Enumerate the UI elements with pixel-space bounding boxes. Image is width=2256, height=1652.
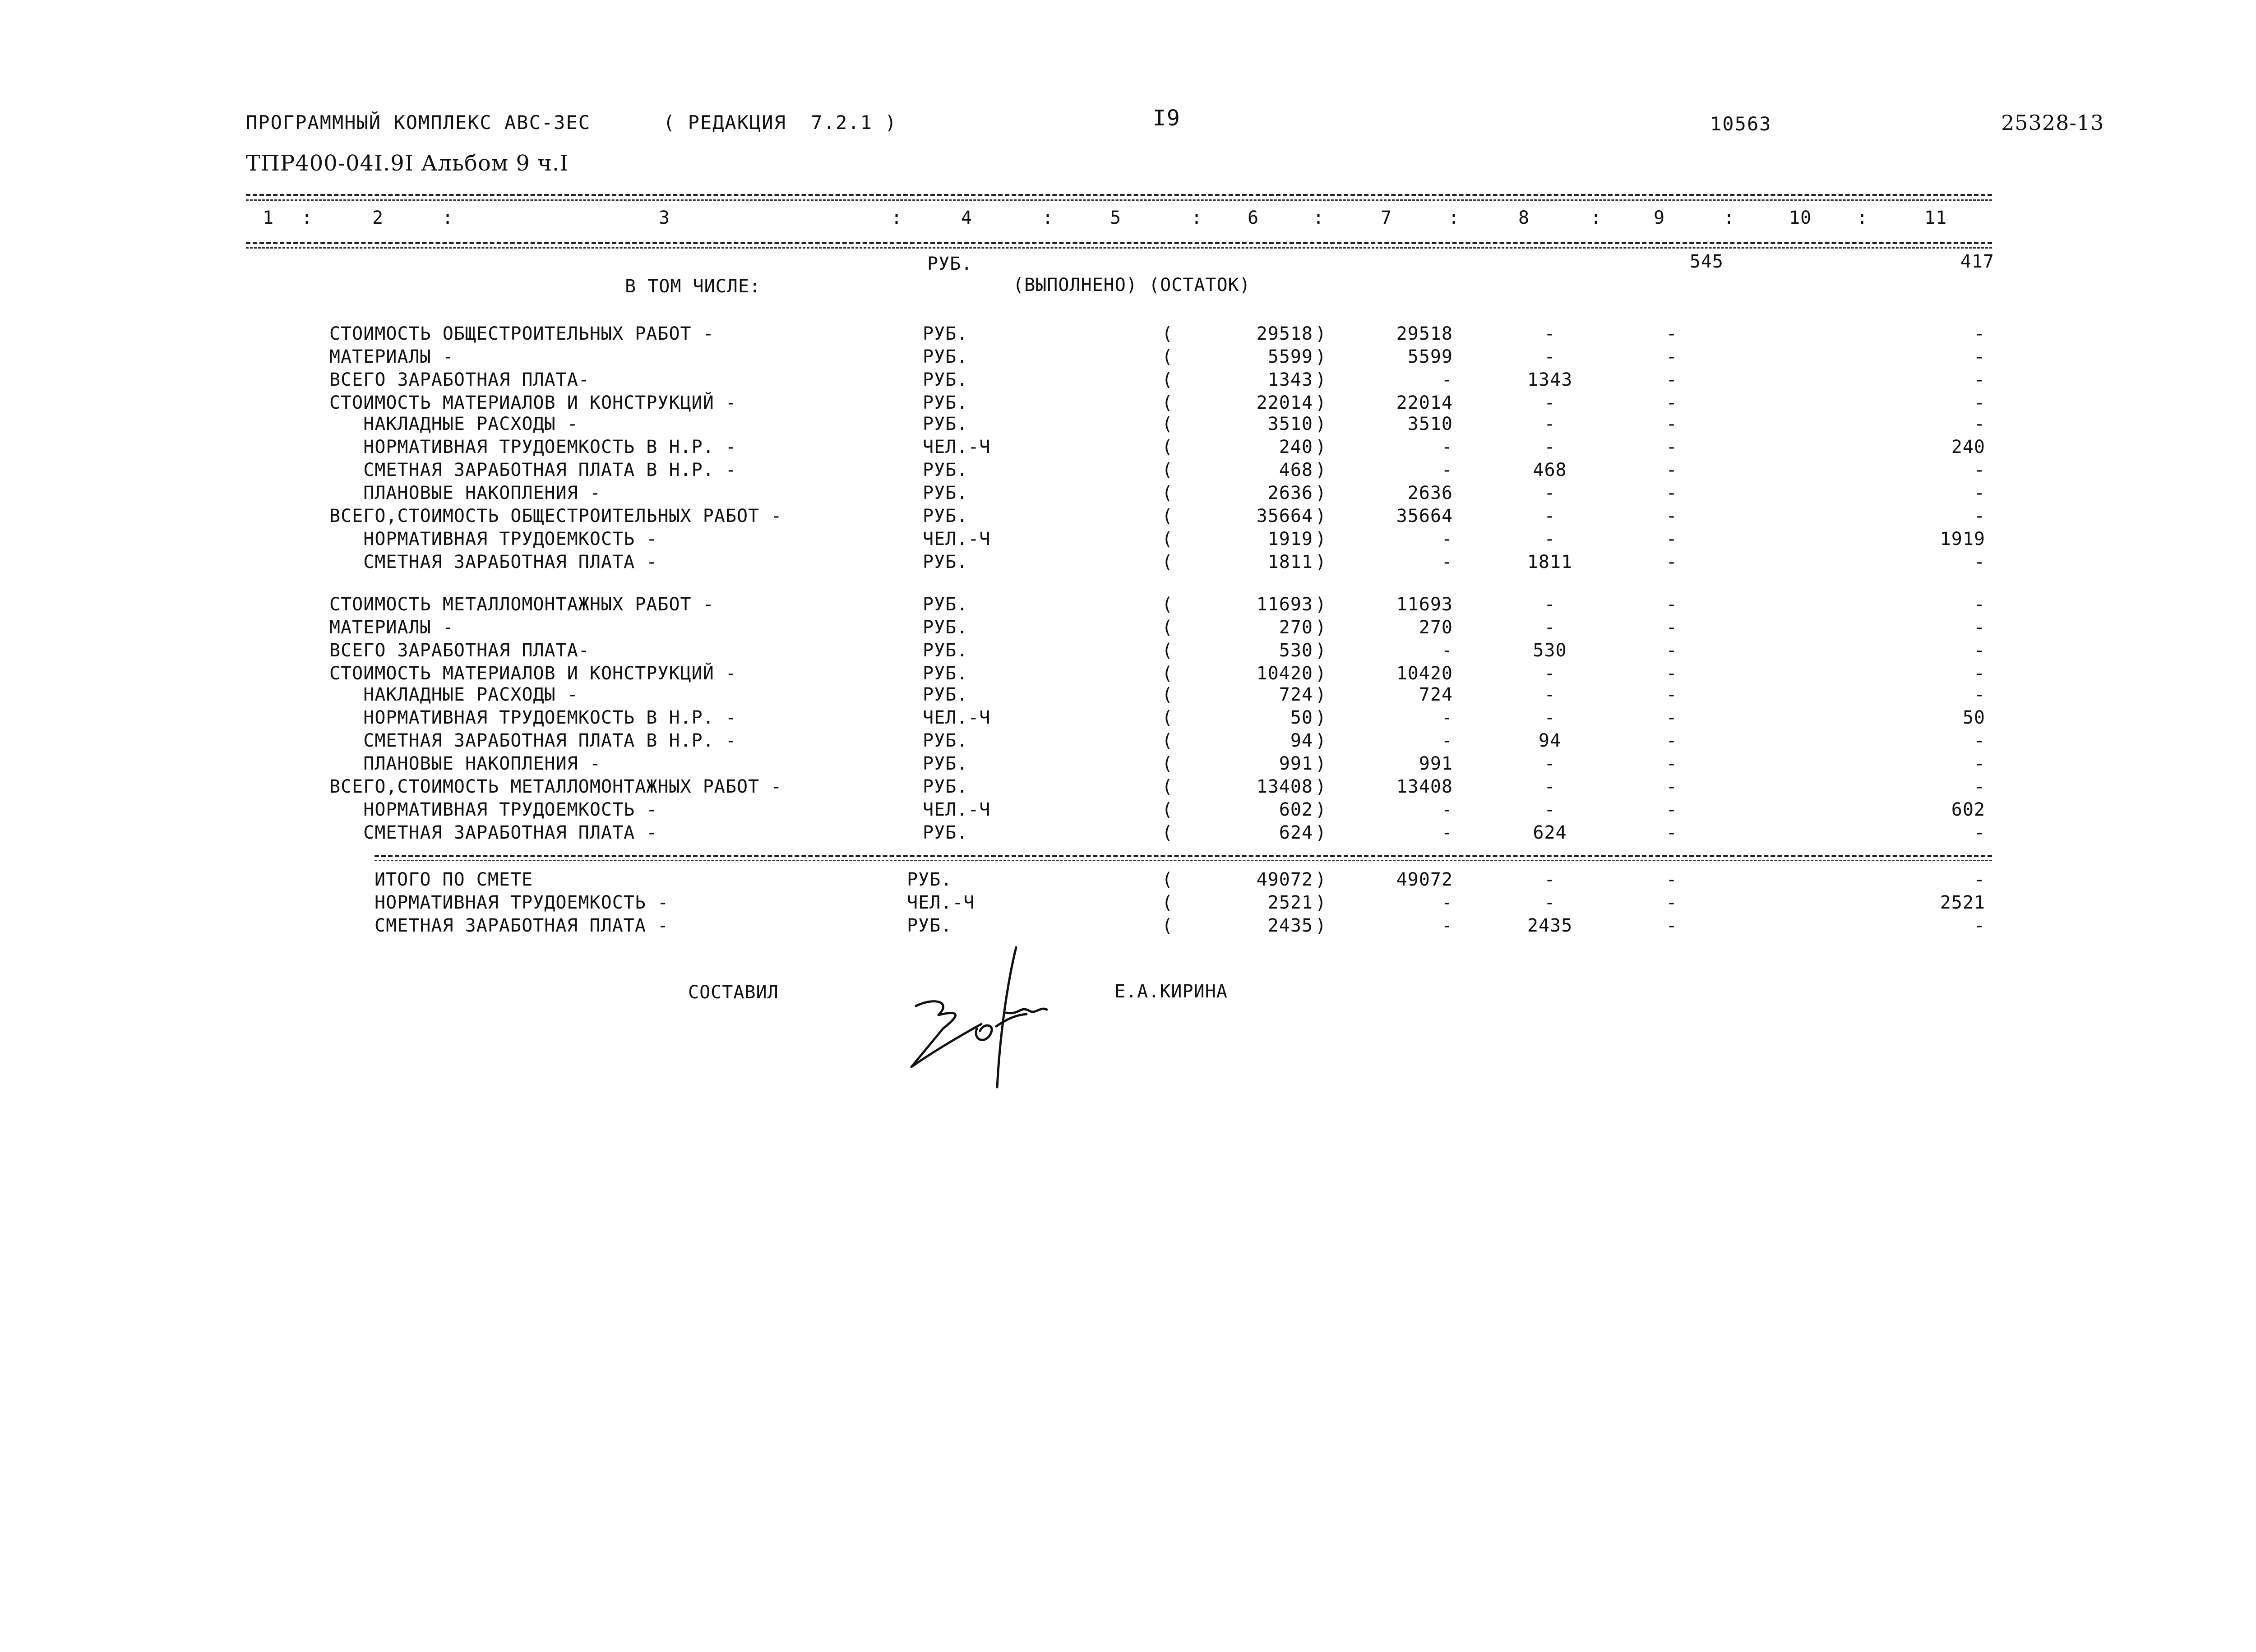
row-col-11: - [1974, 369, 1985, 390]
row-col-8: - [1544, 753, 1556, 774]
row-col-8: - [1544, 776, 1556, 797]
row-col-8: - [1544, 529, 1556, 549]
row-completed: 10420 [1256, 663, 1313, 684]
row-label: СМЕТНАЯ ЗАРАБОТНАЯ ПЛАТА В Н.Р. - [329, 460, 737, 480]
row-col-9: - [1666, 369, 1678, 390]
row-unit: РУБ. [923, 392, 968, 413]
document-code: 10563 [1710, 113, 1772, 135]
close-paren: ) [1315, 640, 1327, 661]
summary-unit: РУБ. [927, 254, 973, 274]
row-col-8: 624 [1533, 822, 1567, 843]
open-paren: ( [1162, 483, 1174, 503]
row-completed: 270 [1279, 617, 1313, 638]
open-paren: ( [1162, 346, 1174, 367]
open-paren: ( [1162, 753, 1174, 774]
close-paren: ) [1315, 369, 1327, 390]
row-completed: 22014 [1256, 392, 1313, 413]
close-paren: ) [1315, 776, 1327, 797]
row-label: МАТЕРИАЛЫ - [329, 346, 454, 367]
row-col-9: - [1666, 822, 1678, 843]
close-paren: ) [1315, 460, 1327, 480]
row-col-9: - [1666, 776, 1678, 797]
row-col-11: - [1974, 552, 1985, 572]
row-unit: РУБ. [923, 506, 968, 526]
row-col-9: - [1666, 869, 1678, 890]
row-completed: 49072 [1256, 869, 1313, 890]
row-label: НАКЛАДНЫЕ РАСХОДЫ - [329, 414, 578, 434]
row-col-9: - [1666, 483, 1678, 503]
row-unit: РУБ. [923, 346, 968, 367]
column-number: 10 [1789, 208, 1812, 228]
row-col-9: - [1666, 506, 1678, 526]
row-remaining: - [1441, 915, 1453, 936]
row-col-9: - [1666, 753, 1678, 774]
column-number: 11 [1924, 208, 1947, 228]
row-label: СМЕТНАЯ ЗАРАБОТНАЯ ПЛАТА - [374, 915, 669, 936]
edition-label: ( РЕДАКЦИЯ 7.2.1 ) [663, 111, 897, 134]
open-paren: ( [1162, 684, 1174, 705]
column-number: 8 [1518, 208, 1530, 228]
column-separator: : [1590, 208, 1602, 228]
row-col-11: 240 [1951, 437, 1985, 457]
row-unit: РУБ. [923, 663, 968, 684]
row-col-8: - [1544, 799, 1556, 820]
open-paren: ( [1162, 506, 1174, 526]
open-paren: ( [1162, 822, 1174, 843]
row-remaining: - [1441, 707, 1453, 728]
row-unit: РУБ. [923, 323, 968, 344]
row-col-8: 1811 [1527, 552, 1573, 572]
row-completed: 724 [1279, 684, 1313, 705]
close-paren: ) [1315, 707, 1327, 728]
open-paren: ( [1162, 552, 1174, 572]
column-number: 6 [1248, 208, 1259, 228]
row-label: НОРМАТИВНАЯ ТРУДОЕМКОСТЬ - [329, 799, 658, 820]
column-separator: : [1313, 208, 1325, 228]
column-number: 5 [1110, 208, 1122, 228]
row-remaining: 11693 [1396, 594, 1453, 615]
row-completed: 2521 [1267, 892, 1313, 913]
row-col-8: - [1544, 414, 1556, 434]
row-unit: ЧЕЛ.-Ч [923, 799, 991, 820]
row-label: СМЕТНАЯ ЗАРАБОТНАЯ ПЛАТА - [329, 822, 658, 843]
row-col-9: - [1666, 684, 1678, 705]
row-col-9: - [1666, 552, 1678, 572]
row-col-9: - [1666, 460, 1678, 480]
close-paren: ) [1315, 414, 1327, 434]
row-col-9: - [1666, 617, 1678, 638]
row-unit: РУБ. [923, 414, 968, 434]
row-col-8: - [1544, 346, 1556, 367]
row-col-9: - [1666, 392, 1678, 413]
close-paren: ) [1315, 799, 1327, 820]
header-top-rule [246, 194, 1992, 196]
row-label: ВСЕГО,СТОИМОСТЬ ОБЩЕСТРОИТЕЛЬНЫХ РАБОТ - [329, 506, 782, 526]
close-paren: ) [1315, 892, 1327, 913]
row-remaining: 991 [1419, 753, 1453, 774]
open-paren: ( [1162, 414, 1174, 434]
row-label: СТОИМОСТЬ МЕТАЛЛОМОНТАЖНЫХ РАБОТ - [329, 594, 714, 615]
row-label: ПЛАНОВЫЕ НАКОПЛЕНИЯ - [329, 753, 601, 774]
row-col-11: - [1974, 506, 1985, 526]
row-remaining: - [1441, 529, 1453, 549]
row-col-8: 1343 [1527, 369, 1573, 390]
close-paren: ) [1315, 437, 1327, 457]
row-col-9: - [1666, 594, 1678, 615]
row-completed: 94 [1290, 730, 1313, 751]
row-col-8: 2435 [1527, 915, 1573, 936]
open-paren: ( [1162, 776, 1174, 797]
row-col-11: - [1974, 594, 1985, 615]
row-remaining: 35664 [1396, 506, 1453, 526]
close-paren: ) [1315, 617, 1327, 638]
header-top-rule-2 [246, 199, 1992, 201]
row-unit: ЧЕЛ.-Ч [923, 707, 991, 728]
row-completed: 602 [1279, 799, 1313, 820]
open-paren: ( [1162, 730, 1174, 751]
row-unit: РУБ. [923, 552, 968, 572]
open-paren: ( [1162, 460, 1174, 480]
row-remaining: - [1441, 437, 1453, 457]
row-remaining: - [1441, 730, 1453, 751]
row-col-8: - [1544, 684, 1556, 705]
close-paren: ) [1315, 822, 1327, 843]
row-label: НОРМАТИВНАЯ ТРУДОЕМКОСТЬ В Н.Р. - [329, 707, 737, 728]
close-paren: ) [1315, 684, 1327, 705]
row-col-11: - [1974, 414, 1985, 434]
row-label: СТОИМОСТЬ МАТЕРИАЛОВ И КОНСТРУКЦИЙ - [329, 663, 737, 684]
open-paren: ( [1162, 437, 1174, 457]
row-remaining: - [1441, 822, 1453, 843]
row-col-9: - [1666, 799, 1678, 820]
close-paren: ) [1315, 663, 1327, 684]
row-label: СТОИМОСТЬ МАТЕРИАЛОВ И КОНСТРУКЦИЙ - [329, 392, 737, 413]
row-remaining: - [1441, 552, 1453, 572]
open-paren: ( [1162, 869, 1174, 890]
row-col-11: - [1974, 730, 1985, 751]
column-separator: : [301, 208, 313, 228]
row-unit: РУБ. [923, 594, 968, 615]
close-paren: ) [1315, 869, 1327, 890]
row-label: СМЕТНАЯ ЗАРАБОТНАЯ ПЛАТА - [329, 552, 658, 572]
row-col-9: - [1666, 414, 1678, 434]
row-completed: 1343 [1267, 369, 1313, 390]
row-col-8: - [1544, 392, 1556, 413]
row-col-8: - [1544, 594, 1556, 615]
row-col-11: - [1974, 753, 1985, 774]
row-col-8: - [1544, 483, 1556, 503]
open-paren: ( [1162, 915, 1174, 936]
row-col-11: - [1974, 392, 1985, 413]
row-unit: ЧЕЛ.-Ч [923, 437, 991, 457]
row-col-9: - [1666, 707, 1678, 728]
handwritten-doc-number: 25328-13 [2001, 111, 2104, 135]
row-remaining: - [1441, 460, 1453, 480]
row-col-9: - [1666, 346, 1678, 367]
column-number: 1 [263, 208, 274, 228]
columns-legend: (ВЫПОЛНЕНО) (ОСТАТОК) [1013, 275, 1251, 295]
close-paren: ) [1315, 753, 1327, 774]
open-paren: ( [1162, 594, 1174, 615]
row-completed: 468 [1279, 460, 1313, 480]
row-col-8: 530 [1533, 640, 1567, 661]
row-remaining: 724 [1419, 684, 1453, 705]
row-col-9: - [1666, 915, 1678, 936]
handwritten-signature [884, 938, 1101, 1110]
totals-rule [374, 855, 1992, 857]
close-paren: ) [1315, 346, 1327, 367]
row-completed: 240 [1279, 437, 1313, 457]
row-col-8: - [1544, 323, 1556, 344]
column-separator: : [1724, 208, 1735, 228]
close-paren: ) [1315, 552, 1327, 572]
row-unit: РУБ. [923, 776, 968, 797]
album-label: ТПР400-04I.9I Альбом 9 ч.I [246, 151, 569, 176]
row-col-8: - [1544, 437, 1556, 457]
row-col-8: 94 [1538, 730, 1562, 751]
row-completed: 50 [1290, 707, 1313, 728]
row-unit: РУБ. [923, 640, 968, 661]
row-completed: 5599 [1267, 346, 1313, 367]
row-col-11: 1919 [1940, 529, 1985, 549]
open-paren: ( [1162, 663, 1174, 684]
row-col-11: - [1974, 663, 1985, 684]
close-paren: ) [1315, 529, 1327, 549]
header-bottom-rule-2 [246, 247, 1992, 249]
row-col-8: - [1544, 869, 1556, 890]
row-remaining: - [1441, 640, 1453, 661]
open-paren: ( [1162, 892, 1174, 913]
row-completed: 530 [1279, 640, 1313, 661]
row-completed: 3510 [1267, 414, 1313, 434]
row-label: НАКЛАДНЫЕ РАСХОДЫ - [329, 684, 578, 705]
row-remaining: 2636 [1407, 483, 1453, 503]
row-unit: ЧЕЛ.-Ч [923, 529, 991, 549]
open-paren: ( [1162, 529, 1174, 549]
column-separator: : [891, 208, 903, 228]
row-col-11: - [1974, 776, 1985, 797]
row-remaining: - [1441, 892, 1453, 913]
open-paren: ( [1162, 707, 1174, 728]
row-remaining: 49072 [1396, 869, 1453, 890]
row-unit: РУБ. [923, 369, 968, 390]
column-number: 9 [1654, 208, 1665, 228]
row-col-11: - [1974, 684, 1985, 705]
row-label: СМЕТНАЯ ЗАРАБОТНАЯ ПЛАТА В Н.Р. - [329, 730, 737, 751]
column-separator: : [1857, 208, 1868, 228]
close-paren: ) [1315, 915, 1327, 936]
row-col-11: - [1974, 822, 1985, 843]
row-col-9: - [1666, 437, 1678, 457]
row-completed: 1919 [1267, 529, 1313, 549]
row-col-9: - [1666, 663, 1678, 684]
open-paren: ( [1162, 369, 1174, 390]
row-remaining: 3510 [1407, 414, 1453, 434]
row-col-9: - [1666, 730, 1678, 751]
row-completed: 624 [1279, 822, 1313, 843]
row-col-11: 50 [1962, 707, 1985, 728]
row-unit: РУБ. [923, 753, 968, 774]
row-col-11: - [1974, 869, 1985, 890]
row-label: ВСЕГО ЗАРАБОТНАЯ ПЛАТА- [329, 369, 590, 390]
row-label: ПЛАНОВЫЕ НАКОПЛЕНИЯ - [329, 483, 601, 503]
row-unit: ЧЕЛ.-Ч [907, 892, 975, 913]
row-col-8: - [1544, 892, 1556, 913]
close-paren: ) [1315, 483, 1327, 503]
row-completed: 2636 [1267, 483, 1313, 503]
page-number: I9 [1153, 106, 1181, 131]
row-unit: РУБ. [923, 730, 968, 751]
row-col-11: - [1974, 323, 1985, 344]
row-col-8: - [1544, 617, 1556, 638]
column-separator: : [442, 208, 454, 228]
row-unit: РУБ. [923, 460, 968, 480]
row-col-9: - [1666, 323, 1678, 344]
close-paren: ) [1315, 730, 1327, 751]
column-number: 4 [961, 208, 973, 228]
row-col-9: - [1666, 892, 1678, 913]
open-paren: ( [1162, 323, 1174, 344]
close-paren: ) [1315, 506, 1327, 526]
summary-value-11: 417 [1960, 251, 1994, 272]
row-label: ВСЕГО ЗАРАБОТНАЯ ПЛАТА- [329, 640, 590, 661]
compiler-name: Е.А.КИРИНА [1114, 981, 1228, 1002]
row-col-8: 468 [1533, 460, 1567, 480]
row-completed: 2435 [1267, 915, 1313, 936]
close-paren: ) [1315, 323, 1327, 344]
row-remaining: 22014 [1396, 392, 1453, 413]
row-col-11: 602 [1951, 799, 1985, 820]
summary-value-9: 545 [1689, 251, 1724, 272]
row-completed: 1811 [1267, 552, 1313, 572]
row-label: НОРМАТИВНАЯ ТРУДОЕМКОСТЬ - [374, 892, 669, 913]
row-label: НОРМАТИВНАЯ ТРУДОЕМКОСТЬ - [329, 529, 658, 549]
row-label: ВСЕГО,СТОИМОСТЬ МЕТАЛЛОМОНТАЖНЫХ РАБОТ - [329, 776, 782, 797]
row-col-8: - [1544, 707, 1556, 728]
row-col-11: - [1974, 346, 1985, 367]
row-unit: РУБ. [907, 869, 952, 890]
row-col-11: - [1974, 483, 1985, 503]
header-bottom-rule [246, 242, 1992, 244]
row-remaining: 270 [1419, 617, 1453, 638]
open-paren: ( [1162, 617, 1174, 638]
row-col-11: - [1974, 640, 1985, 661]
row-unit: РУБ. [923, 822, 968, 843]
row-unit: РУБ. [923, 684, 968, 705]
row-completed: 13408 [1256, 776, 1313, 797]
row-col-11: - [1974, 915, 1985, 936]
row-unit: РУБ. [923, 483, 968, 503]
row-completed: 11693 [1256, 594, 1313, 615]
row-col-11: 2521 [1940, 892, 1985, 913]
row-col-11: - [1974, 617, 1985, 638]
row-label: ИТОГО ПО СМЕТЕ [374, 869, 533, 890]
row-col-9: - [1666, 640, 1678, 661]
row-remaining: 13408 [1396, 776, 1453, 797]
row-completed: 991 [1279, 753, 1313, 774]
column-separator: : [1042, 208, 1054, 228]
row-unit: РУБ. [923, 617, 968, 638]
row-remaining: - [1441, 799, 1453, 820]
column-number: 2 [372, 208, 384, 228]
column-number: 3 [659, 208, 670, 228]
row-completed: 29518 [1256, 323, 1313, 344]
row-col-11: - [1974, 460, 1985, 480]
program-title: ПРОГРАММНЫЙ КОМПЛЕКС АВС-3ЕС [246, 111, 591, 134]
totals-rule-2 [374, 860, 1992, 861]
row-label: СТОИМОСТЬ ОБЩЕСТРОИТЕЛЬНЫХ РАБОТ - [329, 323, 714, 344]
close-paren: ) [1315, 392, 1327, 413]
row-remaining: 29518 [1396, 323, 1453, 344]
row-label: НОРМАТИВНАЯ ТРУДОЕМКОСТЬ В Н.Р. - [329, 437, 737, 457]
compiled-by-label: СОСТАВИЛ [688, 982, 779, 1003]
row-remaining: 10420 [1396, 663, 1453, 684]
open-paren: ( [1162, 799, 1174, 820]
row-col-9: - [1666, 529, 1678, 549]
column-separator: : [1448, 208, 1460, 228]
column-number: 7 [1381, 208, 1392, 228]
row-label: МАТЕРИАЛЫ - [329, 617, 454, 638]
open-paren: ( [1162, 640, 1174, 661]
row-completed: 35664 [1256, 506, 1313, 526]
including-label: В ТОМ ЧИСЛЕ: [625, 276, 761, 297]
row-unit: РУБ. [907, 915, 952, 936]
close-paren: ) [1315, 594, 1327, 615]
row-remaining: 5599 [1407, 346, 1453, 367]
open-paren: ( [1162, 392, 1174, 413]
row-col-8: - [1544, 506, 1556, 526]
row-remaining: - [1441, 369, 1453, 390]
column-separator: : [1191, 208, 1203, 228]
row-col-8: - [1544, 663, 1556, 684]
